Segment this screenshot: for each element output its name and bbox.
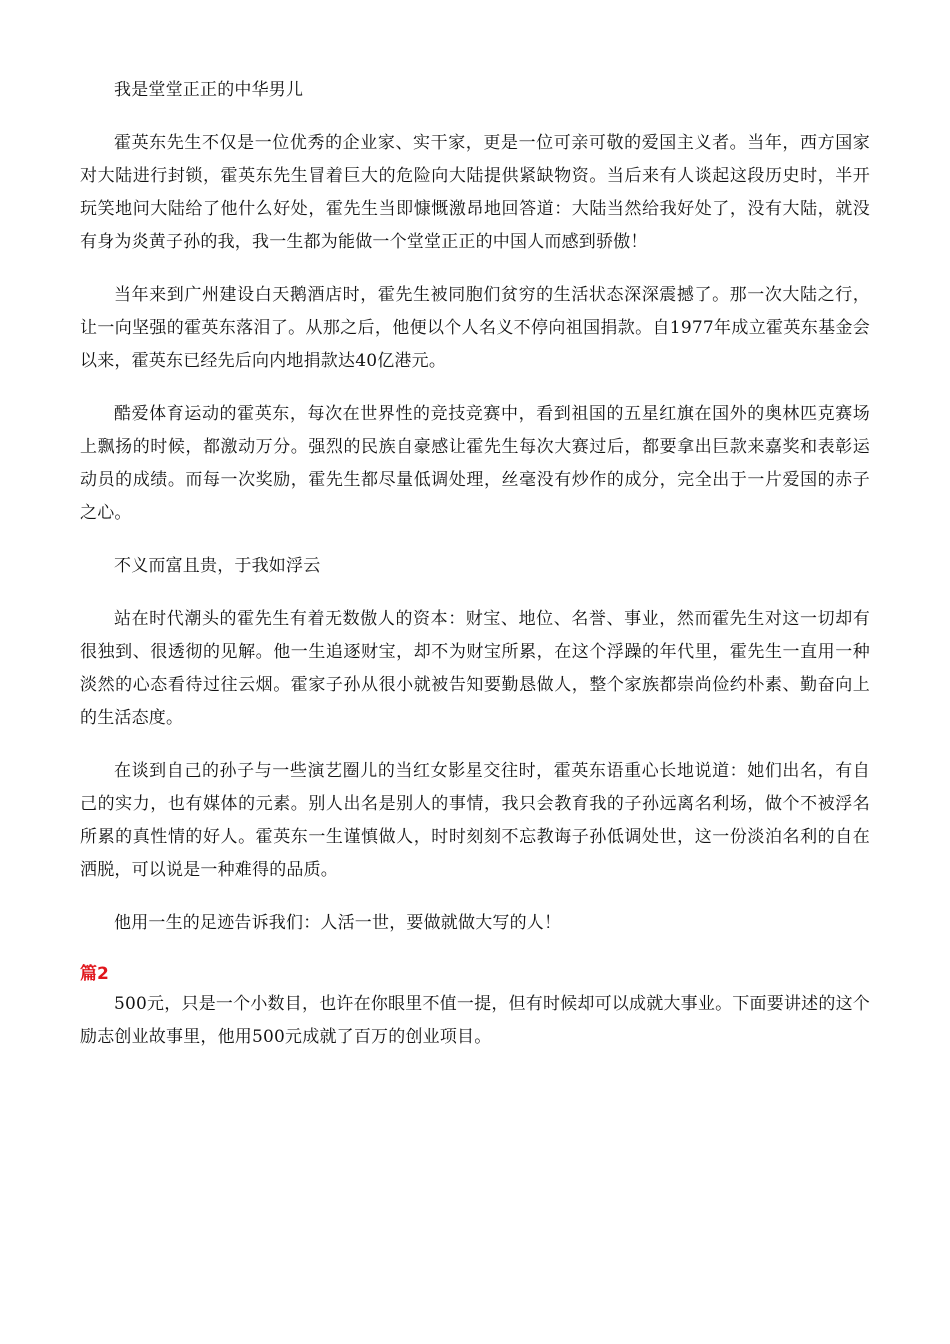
paragraph-patriot-intro: 霍英东先生不仅是一位优秀的企业家、实干家，更是一位可亲可敬的爱国主义者。当年，西方国家对大陆进行封锁，霍英东先生冒着巨大的危险向大陆提供紧缺物资。当后来有人谈起这段历史时，半开玩笑地问大陆给了他什么好处，霍先生当即慷慨激昂地回答道：大陆当然给我好处了，没有大陆，就没有身为炎黄子孙的我，我一生都为能做一个堂堂正正的中国人而感到骄傲！ (80, 133, 870, 252)
paragraph-wealth-view: 站在时代潮头的霍先生有着无数傲人的资本：财宝、地位、名誉、事业，然而霍先生对这一切却有很独到、很透彻的见解。他一生追逐财宝，却不为财宝所累，在这个浮躁的年代里，霍先生一直用一种淡然的心态看待过往云烟。霍家子孙从很小就被告知要勤恳做人，整个家族都崇尚俭约朴素、勤奋向上的生活态度。 (80, 609, 870, 728)
paragraph-section2-intro: 500元，只是一个小数目，也许在你眼里不值一提，但有时候却可以成就大事业。下面要讲述的这个励志创业故事里，他用500元成就了百万的创业项目。 (80, 994, 870, 1047)
subheading-patriot: 我是堂堂正正的中华男儿 (114, 80, 304, 100)
document-page (80, 74, 870, 1054)
paragraph-grandson: 在谈到自己的孙子与一些演艺圈儿的当红女影星交往时，霍英东语重心长地说道：她们出名，有自己的实力，也有媒体的元素。别人出名是别人的事情，我只会教育我的子孙远离名利场，做个不被浮名所累的真性情的好人。霍英东一生谨慎做人，时时刻刻不忘教诲子孙低调处世，这一份淡泊名利的自在洒脱，可以说是一种难得的品质。 (80, 761, 870, 880)
section-heading-2: 篇2 (80, 964, 109, 984)
subheading-wealth: 不义而富且贵，于我如浮云 (114, 556, 321, 576)
paragraph-guangzhou: 当年来到广州建设白天鹅酒店时，霍先生被同胞们贫穷的生活状态深深震撼了。那一次大陆之行，让一向坚强的霍英东落泪了。从那之后，他便以个人名义不停向祖国捐款。自1977年成立霍英东基金会以来，霍英东已经先后向内地捐款达40亿港元。 (80, 285, 870, 371)
paragraph-sports: 酷爱体育运动的霍英东，每次在世界性的竞技竞赛中，看到祖国的五星红旗在国外的奥林匹克赛场上飘扬的时候，都激动万分。强烈的民族自豪感让霍先生每次大赛过后，都要拿出巨款来嘉奖和表彰运动员的成绩。而每一次奖励，霍先生都尽量低调处理，丝毫没有炒作的成分，完全出于一片爱国的赤子之心。 (80, 404, 870, 523)
paragraph-conclusion: 他用一生的足迹告诉我们：人活一世，要做就做大写的人！ (114, 913, 562, 933)
